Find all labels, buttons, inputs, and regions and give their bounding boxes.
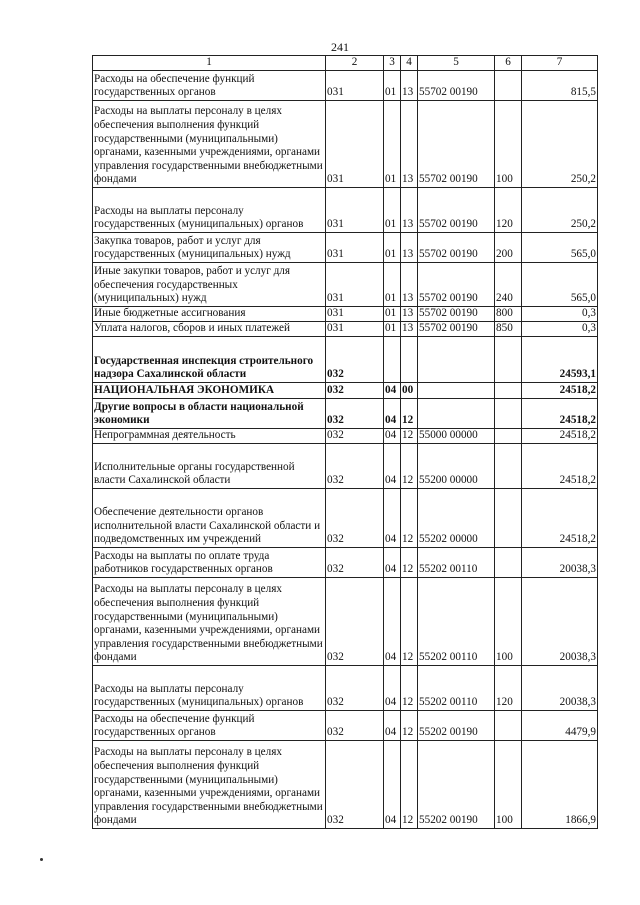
cell-cs: 55202 00110 [418,548,495,578]
cell-sum: 250,2 [522,188,598,233]
cell-cs: 55202 00110 [418,578,495,666]
header-col-5: 5 [418,56,495,71]
cell-pr: 00 [401,383,418,399]
cell-rz: 04 [384,548,401,578]
cell-pr [401,337,418,383]
cell-sum: 24518,2 [522,489,598,548]
cell-sum: 24593,1 [522,337,598,383]
cell-sum: 815,5 [522,71,598,101]
cell-sum: 4479,9 [522,711,598,741]
cell-name: Расходы на выплаты персоналу в целях обеспечения выполнения функций государственными (муниципальными) органами, казенными учреждениями, органами управления государственными внебюджетными фондами [93,741,326,829]
cell-cs [418,399,495,429]
cell-rz: 04 [384,666,401,711]
cell-adm: 031 [326,233,384,263]
cell-name: Закупка товаров, работ и услуг для государственных (муниципальных) нужд [93,233,326,263]
cell-adm: 032 [326,429,384,444]
cell-rz [384,337,401,383]
cell-pr: 13 [401,233,418,263]
cell-name: Непрограммная деятельность [93,429,326,444]
table-row [93,337,598,383]
header-col-2: 2 [326,56,384,71]
cell-rz: 04 [384,429,401,444]
cell-sum: 24518,2 [522,399,598,429]
table-row [93,741,598,829]
table-row [93,307,598,322]
cell-pr: 13 [401,71,418,101]
cell-adm: 031 [326,71,384,101]
cell-vr [495,711,522,741]
cell-adm: 032 [326,383,384,399]
cell-name: Другие вопросы в области национальной экономики [93,399,326,429]
scan-speck [40,858,43,861]
cell-pr: 12 [401,548,418,578]
cell-name: Расходы на выплаты персоналу государственных (муниципальных) органов [93,666,326,711]
cell-vr [495,548,522,578]
cell-adm: 032 [326,337,384,383]
cell-cs: 55702 00190 [418,101,495,188]
cell-pr: 13 [401,188,418,233]
cell-rz: 01 [384,101,401,188]
cell-adm: 031 [326,263,384,307]
cell-vr [495,71,522,101]
table-row [93,383,598,399]
cell-vr: 850 [495,322,522,337]
cell-rz: 01 [384,71,401,101]
cell-pr: 13 [401,263,418,307]
table-row [93,322,598,337]
header-col-4: 4 [401,56,418,71]
cell-cs: 55202 00110 [418,666,495,711]
cell-pr: 12 [401,741,418,829]
cell-pr: 13 [401,322,418,337]
cell-pr: 12 [401,399,418,429]
cell-adm: 031 [326,307,384,322]
cell-name: Уплата налогов, сборов и иных платежей [93,322,326,337]
cell-rz: 04 [384,741,401,829]
cell-name: Иные закупки товаров, работ и услуг для обеспечения государственных (муниципальных) нужд [93,263,326,307]
cell-pr: 12 [401,666,418,711]
cell-adm: 032 [326,444,384,489]
cell-name: Обеспечение деятельности органов исполнительной власти Сахалинской области и подведомственных им учреждений [93,489,326,548]
cell-adm: 032 [326,578,384,666]
cell-vr: 800 [495,307,522,322]
table-row [93,666,598,711]
cell-cs: 55202 00190 [418,711,495,741]
cell-adm: 032 [326,489,384,548]
cell-sum: 250,2 [522,101,598,188]
cell-pr: 12 [401,444,418,489]
cell-rz: 01 [384,263,401,307]
cell-cs: 55702 00190 [418,263,495,307]
table-row [93,489,598,548]
cell-cs: 55702 00190 [418,322,495,337]
header-col-7: 7 [522,56,598,71]
cell-cs: 55200 00000 [418,444,495,489]
cell-name: Расходы на выплаты персоналу в целях обеспечения выполнения функций государственными (муниципальными) органами, казенными учреждениями, органами управления государственными внебюджетными фондами [93,578,326,666]
table-row [93,101,598,188]
table-row [93,444,598,489]
cell-vr: 120 [495,188,522,233]
cell-rz: 04 [384,383,401,399]
table-row [93,399,598,429]
cell-sum: 20038,3 [522,548,598,578]
budget-table [92,55,598,829]
cell-pr: 12 [401,489,418,548]
table-row [93,548,598,578]
page-number: 241 [331,40,349,54]
cell-rz: 04 [384,578,401,666]
cell-vr: 120 [495,666,522,711]
cell-rz: 01 [384,307,401,322]
cell-adm: 031 [326,101,384,188]
cell-vr [495,399,522,429]
cell-sum: 24518,2 [522,444,598,489]
cell-sum: 0,3 [522,307,598,322]
cell-sum: 0,3 [522,322,598,337]
table-row [93,429,598,444]
table-row [93,711,598,741]
cell-pr: 12 [401,711,418,741]
cell-name: НАЦИОНАЛЬНАЯ ЭКОНОМИКА [93,383,326,399]
cell-sum: 20038,3 [522,666,598,711]
cell-name: Расходы на выплаты по оплате труда работников государственных органов [93,548,326,578]
cell-rz: 04 [384,489,401,548]
cell-adm: 032 [326,741,384,829]
cell-adm: 032 [326,711,384,741]
cell-cs: 55702 00190 [418,188,495,233]
cell-vr [495,337,522,383]
cell-cs: 55000 00000 [418,429,495,444]
cell-sum: 24518,2 [522,429,598,444]
cell-cs [418,337,495,383]
cell-pr: 13 [401,101,418,188]
table-row [93,233,598,263]
cell-rz: 04 [384,399,401,429]
cell-name: Расходы на обеспечение функций государственных органов [93,711,326,741]
cell-vr [495,489,522,548]
cell-rz: 01 [384,322,401,337]
cell-name: Расходы на выплаты персоналу в целях обеспечения выполнения функций государственными (муниципальными) органами, казенными учреждениями, органами управления государственными внебюджетными фондами [93,101,326,188]
cell-vr: 100 [495,101,522,188]
header-col-3: 3 [384,56,401,71]
cell-rz: 01 [384,188,401,233]
cell-cs: 55702 00190 [418,307,495,322]
cell-pr: 12 [401,429,418,444]
cell-vr: 240 [495,263,522,307]
cell-cs: 55702 00190 [418,71,495,101]
cell-rz: 04 [384,711,401,741]
cell-adm: 032 [326,666,384,711]
cell-rz: 04 [384,444,401,489]
cell-adm: 031 [326,322,384,337]
cell-sum: 24518,2 [522,383,598,399]
cell-sum: 1866,9 [522,741,598,829]
cell-name: Иные бюджетные ассигнования [93,307,326,322]
table-row [93,578,598,666]
cell-name: Расходы на обеспечение функций государственных органов [93,71,326,101]
table-row [93,263,598,307]
header-col-6: 6 [495,56,522,71]
cell-sum: 565,0 [522,263,598,307]
cell-rz: 01 [384,233,401,263]
cell-name: Расходы на выплаты персоналу государственных (муниципальных) органов [93,188,326,233]
cell-pr: 13 [401,307,418,322]
cell-vr: 100 [495,578,522,666]
cell-pr: 12 [401,578,418,666]
cell-cs: 55202 00190 [418,741,495,829]
table-row [93,71,598,101]
table-row [93,188,598,233]
cell-name: Исполнительные органы государственной власти Сахалинской области [93,444,326,489]
cell-vr: 200 [495,233,522,263]
cell-cs [418,383,495,399]
cell-vr [495,383,522,399]
cell-vr [495,444,522,489]
table-header-row [93,56,598,71]
cell-vr: 100 [495,741,522,829]
cell-adm: 032 [326,548,384,578]
cell-cs: 55202 00000 [418,489,495,548]
cell-sum: 565,0 [522,233,598,263]
header-col-1: 1 [93,56,326,71]
cell-vr [495,429,522,444]
cell-adm: 031 [326,188,384,233]
cell-adm: 032 [326,399,384,429]
table-body [93,71,598,829]
cell-name: Государственная инспекция строительного надзора Сахалинской области [93,337,326,383]
cell-sum: 20038,3 [522,578,598,666]
cell-cs: 55702 00190 [418,233,495,263]
